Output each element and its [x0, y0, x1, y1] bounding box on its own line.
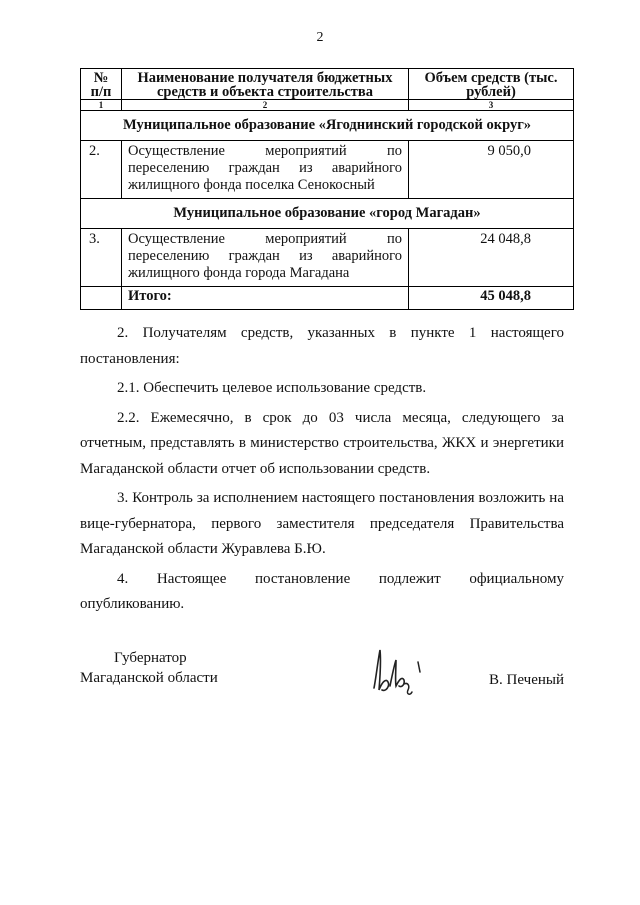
section-row	[81, 199, 574, 229]
paragraph-2-2: 2.2. Ежемесячно, в срок до 03 числа месяца, следующего за отчетным, представлять в министерство строительства, ЖКХ и энергетики Магаданской области отчет об использовании средств.	[80, 409, 564, 477]
section-title: Муниципальное образование «Ягоднинский городской округ»	[81, 111, 574, 141]
header-num: № п/п	[81, 69, 122, 100]
handwritten-signature-icon	[366, 638, 426, 702]
row-description	[122, 229, 409, 287]
body-text	[80, 321, 564, 618]
row-amount: 9 050,0	[409, 141, 574, 199]
paragraph-2-1: 2.1. Обеспечить целевое использование средств.	[117, 380, 427, 396]
budget-table	[80, 68, 574, 310]
desc-line: жилищного фонда города Магадана	[128, 265, 350, 281]
header-amount: Объем средств (тыс. рублей)	[409, 69, 574, 100]
signatory-name: В. Печеный	[489, 672, 564, 688]
desc-line: переселению граждан из аварийного	[128, 248, 402, 264]
desc-line: жилищного фонда поселка Сенокосный	[128, 177, 375, 193]
signatory-title-line2: Магаданской области	[80, 670, 218, 686]
signatory-title-line1: Губернатор	[114, 650, 187, 666]
total-empty-cell	[81, 287, 122, 310]
signature-block	[80, 650, 564, 710]
table-header-row	[81, 69, 574, 100]
row-description	[122, 141, 409, 199]
page-number: 2	[316, 30, 324, 45]
paragraph-4: 4. Настоящее постановление подлежит официальному опубликованию.	[80, 570, 564, 612]
index-cell: 3	[409, 100, 574, 111]
section-row	[81, 111, 574, 141]
section-title: Муниципальное образование «город Магадан»	[81, 199, 574, 229]
row-number: 2.	[81, 141, 122, 199]
paragraph-2: 2. Получателям средств, указанных в пункте 1 настоящего постановления:	[80, 325, 564, 367]
desc-line: Осуществление мероприятий по	[128, 143, 402, 159]
table-index-row	[81, 100, 574, 111]
total-label: Итого:	[122, 287, 409, 310]
header-name: Наименование получателя бюджетных средств и объекта строительства	[122, 69, 409, 100]
total-row	[81, 287, 574, 310]
table-row	[81, 229, 574, 287]
row-amount: 24 048,8	[409, 229, 574, 287]
total-amount: 45 048,8	[409, 287, 574, 310]
desc-line: Осуществление мероприятий по	[128, 231, 402, 247]
desc-line: переселению граждан из аварийного	[128, 160, 402, 176]
index-cell: 2	[122, 100, 409, 111]
row-number: 3.	[81, 229, 122, 287]
paragraph-3: 3. Контроль за исполнением настоящего постановления возложить на вице-губернатора, первого заместителя председателя Правительства Магаданской области Журавлева Б.Ю.	[80, 490, 564, 557]
table-row	[81, 141, 574, 199]
index-cell: 1	[81, 100, 122, 111]
